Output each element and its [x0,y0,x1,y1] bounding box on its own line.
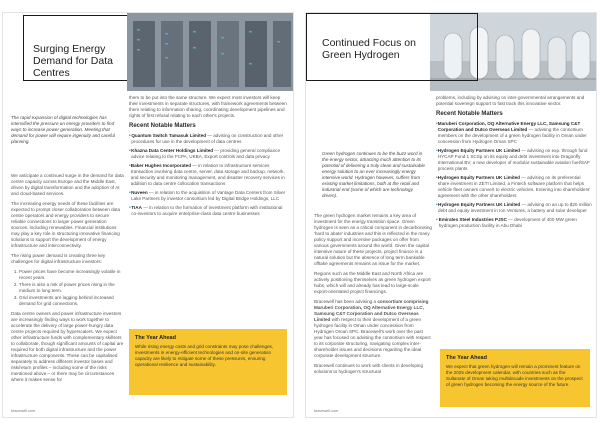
list-item: • Khazna Data Center Holdings Limited — providing general compliance advice relating to the FCPA, UKBA, Export controls and data privacy [129,148,280,159]
paragraph: We anticipate a continued surge in the demand for data centre capacity across Europe and the Middle East, driven by digital transformation and the adoption of AI and cloud-based services. [11,173,124,196]
year-ahead-heading: The Year Ahead [135,335,176,341]
bullet-icon: • [129,133,131,139]
bullet-icon: • [436,121,438,127]
pull-quote-text: The rapid expansion of digital technologies has intensified the pressure on energy providers to find ways to increase power generation. Meeting that demand for power will require ingenuity and careful planning. [11,115,115,144]
year-ahead-box [129,329,287,395]
list-item: • Hydrogen Equity Partners UK Limited — advising on an up to $20 million debt and equity investment in Ion Ventures, a battery and solar developer [436,202,592,213]
pull-quote [3,109,131,171]
left-column [11,173,125,387]
year-ahead-box [440,349,590,407]
bullet-icon: • [129,163,131,169]
right-page [305,12,597,418]
paragraph: The green hydrogen market remains a key area of investment for the energy transition space. Green hydrogen is seen as a critical component in decarbonising 'hard to abate' industries and this is reflected in the many policy support and incentive packages on offer from various governments around the world. Given the capital intensive nature of these projects, project finance is a natural solution but the absence of long term bankable offtake agreements remains an issue for the market. [314,213,432,266]
bullet-icon: • [129,205,131,211]
data-centre-image [127,13,293,91]
challenges-list [11,269,125,307]
year-ahead-heading: The Year Ahead [446,355,487,361]
list-item: 3. Grid investments are lagging behind increased demand for grid connections. [19,295,125,307]
footer-url: bracewell.com [11,409,36,413]
list-item: • Hydrogen Equity Partners UK Limited — advising on its preferential share investment in ZETI Limited, a Fintech software platform that helps vehicle fleet owners convert to electric vehicles. Entering into shareholders' agreement with the other shareholders [436,175,591,198]
year-ahead-text: We expect that green hydrogen will remain a prominent feature on the 2025 development calendar, with countries such as the Sultanate of Oman taking multidecade investments on the prospect of green hydrogen becoming the energy source of the future. [446,364,583,387]
list-item: • Emirates Steel Industries PJSC — development of 400 MW green hydrogen production facility in Abu Dhabi [436,217,577,228]
list-item: • Maruberi Corporation, OQ Alternative Energy LLC, Samsung C&T Corporation and Dutco Overseas Limited — advising the consortium members on the development of a green hydrogen facility in Oman under concession from Hydrogen Oman SPC [436,121,587,144]
paragraph: Bracewell continues to work with clients in developing solutions to hydrogen's structural [314,363,424,374]
paragraph: Bracewell has been advising a consortium comprising Maruberi Corporation, OQ Alternative Energy LLC, Samsung C&T Corporation and Dutco Overseas Limited with respect to their development of a green hydrogen facility in Oman under concession from Hydrogen Oman SPC. Bracewell's work over the past year has focused on advising the consortium with respect to its corporate structuring, navigating complex inter-shareholder issues and decisions regarding the ideal corporate development structure. [314,299,431,358]
list-item: • Nuveen — in relation to the acquisition of Vantage Data Centers from Silver Lake Partners by investor consortium led by Digital Bridge Holdings, LLC [129,190,286,201]
bullet-icon: • [436,175,438,181]
page-title: Continued Focus on Green Hydrogen [322,37,422,61]
list-item: • Baker Hughes Incorporated — in relation to infrastructure services transaction involving data centre, server, data storage and backup, network, and security and monitoring management, and disaster recovery services in addition to data centre collocation transactions [129,163,285,186]
paragraph: them to be put into the same structure. We expect most investors will keep their investments in separate structures, with framework agreements between them relating to information sharing, coordinating development pipelines and rights of first refusal relating to each other's projects. [129,95,287,118]
right-column [129,95,287,220]
section-heading: Recent Notable Matters [436,111,503,117]
bullet-icon: • [436,202,438,208]
right-column [436,95,592,232]
list-item: • Quantum Switch Tamasuk Limited — advising on construction and other procedures for use in the development of data centres [129,133,284,144]
list-item: • Hydrogen Equity Partners UK Limited — advising on exp. through fund HYCAP Fund 1 SCSp on its equity and debt investment into Dragonfly International BV, a new developer of modular sustainable aviation fuel/SAF process plants [436,148,590,171]
year-ahead-text: While rising energy costs and grid constraints may pose challenges, investments in energy-efficient technologies and on-site generation capacity are likely to mitigate some of these pressures, ensuring operational resilience and sustainability. [135,344,274,367]
section-heading: Recent Notable Matters [129,123,196,129]
paragraph: Regions such as the Middle East and North Africa are actively positioning themselves as green hydrogen export hubs, which will and already has lead to large-scale export-orientated project financings. [314,271,431,294]
footer-url: bracewell.com [314,409,339,413]
paragraph: The rising power demand is creating three key challenges for digital infrastructure investors: [11,253,106,264]
left-page [2,12,294,418]
paragraph: Data centre owners and power infrastructure investors are increasingly finding ways to work together to accelerate the delivery of large power-hungry data centre projects required by hyperscalers. We expect other infrastructure funds with complementary skillsets to collaborate, though significant amounts of capital are required for both digital infrastructure and the power infrastructure components. These can be capitalised separately to address different investor bases and risk/return profiles – including some of the risks mentioned above – or there may be circumstances where it makes sense for [11,311,124,382]
paragraph: problems, including by advising on inter-governmental arrangements and potential sovereign support to fast track this innovative sector. [436,95,585,106]
bullet-icon: • [436,217,438,223]
page-title: Surging Energy Demand for Data Centres [33,43,113,79]
pull-quote-text: Green hydrogen continues to be the buzz word in the energy sector, attracting much attention to its potential of delivering a truly clean and sustainable energy solution to an ever increasingly energy intensive world. Hydrogen however, suffers from existing market limitations, both at the retail and industrial end (some of which are technology driven). [322,151,425,198]
list-item: 1. Power prices have become increasingly volatile in recent years. [19,269,125,281]
bullet-icon: • [129,148,131,154]
bullet-icon: • [436,148,438,154]
bullet-icon: • [129,190,131,196]
list-item: 2. There is also a risk of power prices rising in the medium to long term. [19,282,125,294]
list-item: • TIAA — in relation to the formation of investment platform with institutional co-investors to acquire enterprise-class data centre businesses [129,205,283,216]
paragraph: The increasing energy needs of these facilities are expected to prompt closer collaboration between data centre operators and energy providers to secure reliable connections to larger power generation sources, including renewables. Financial institutions may play a key role in structuring innovative financing solutions to support the development of energy infrastructure and interconnectivity. [11,201,121,248]
left-column [314,213,432,379]
server-racks-illustration [127,13,293,91]
pull-quote [314,145,434,209]
